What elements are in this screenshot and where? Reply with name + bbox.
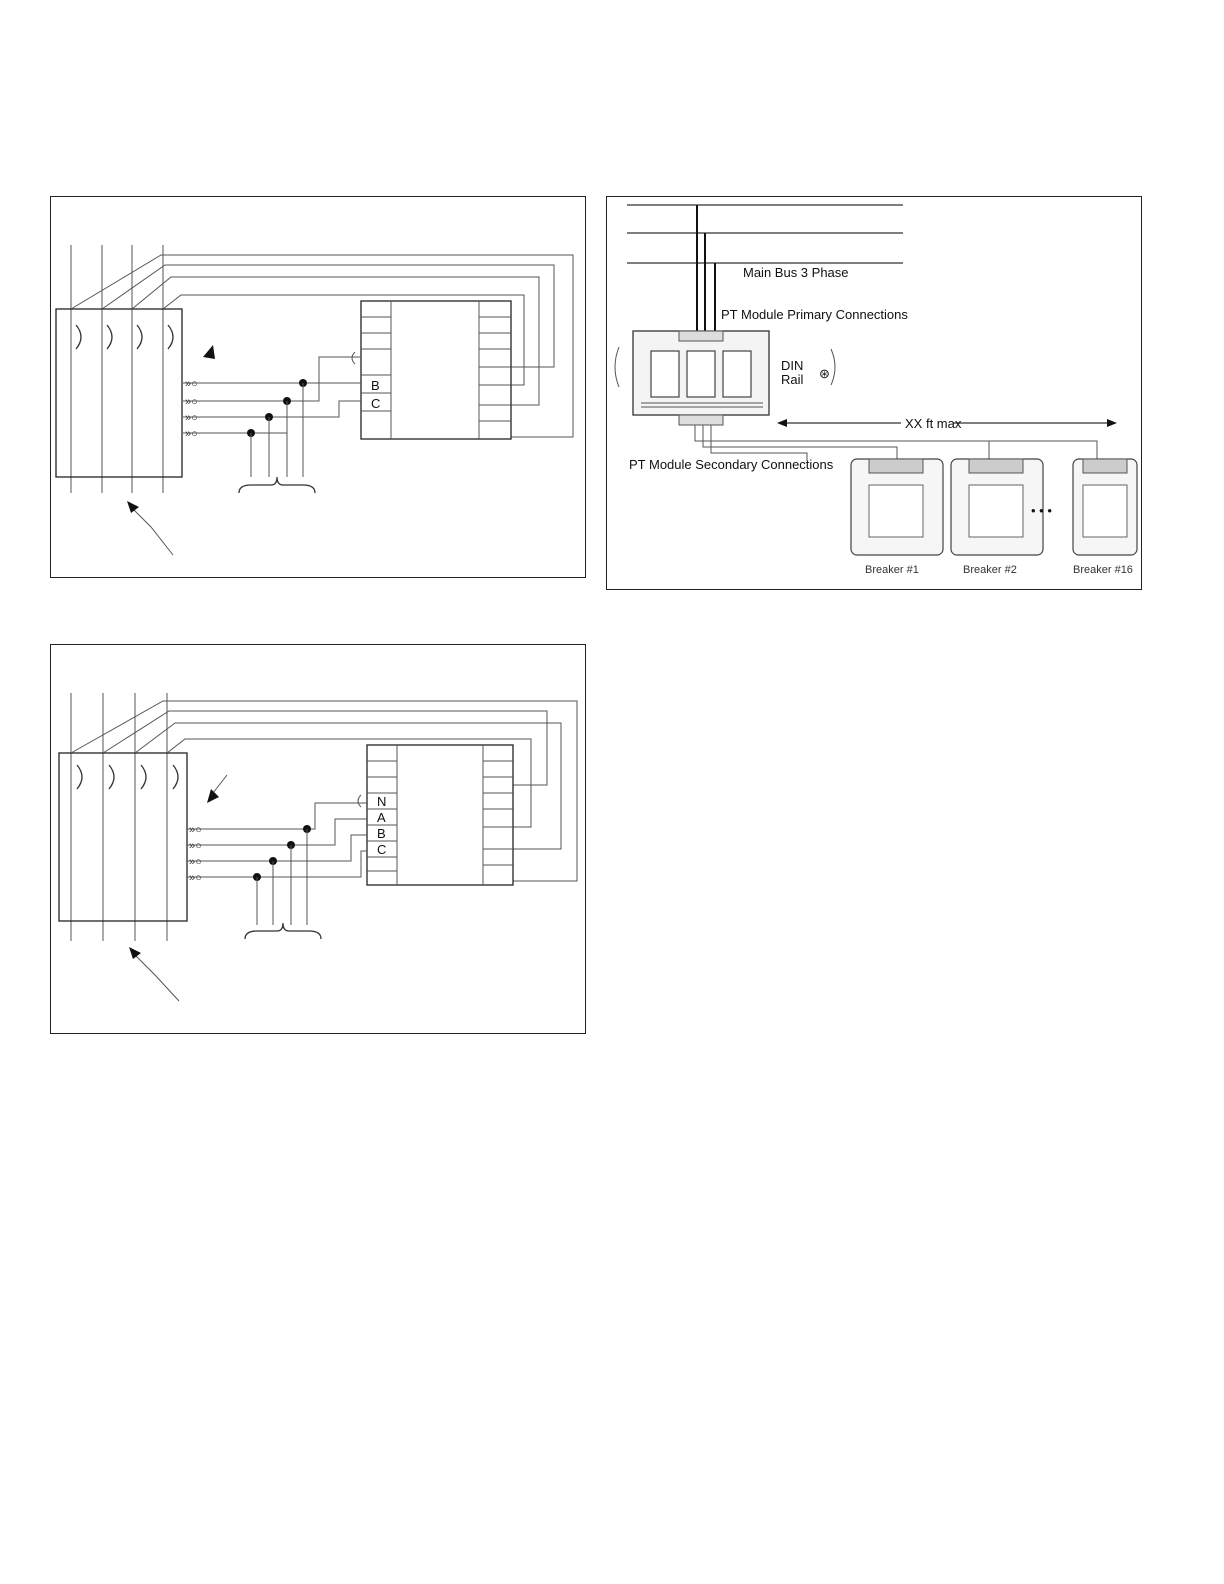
din-rail-label-line1: DIN xyxy=(781,358,804,373)
terminal-n-label: N xyxy=(377,794,387,809)
pt-module-drawing xyxy=(607,197,1143,591)
svg-text:»○: »○ xyxy=(189,840,202,852)
distance-label: XX ft max xyxy=(905,416,962,431)
svg-text:»○: »○ xyxy=(185,428,198,440)
terminal-c-label: C xyxy=(371,396,381,411)
breaker-1-label: Breaker #1 xyxy=(865,564,919,576)
svg-text:»○: »○ xyxy=(185,412,198,424)
breaker-2 xyxy=(951,459,1043,576)
secondary-connections-label: PT Module Secondary Connections xyxy=(629,457,834,472)
ct-leads xyxy=(71,255,573,437)
svg-text:»○: »○ xyxy=(189,824,202,836)
right-terminal-dividers xyxy=(483,761,513,865)
current-transformer-arcs xyxy=(76,325,173,349)
pointer-arrows xyxy=(127,345,215,555)
wiring-diagram-1-drawing xyxy=(51,197,587,579)
current-transformer-arcs xyxy=(77,765,178,789)
terminal-b-label: B xyxy=(377,826,386,841)
din-rail-label-line2: Rail xyxy=(781,372,804,387)
right-terminal-dividers xyxy=(479,317,511,421)
pt-module xyxy=(633,331,769,425)
wiring-diagram-2-drawing xyxy=(51,645,587,1035)
bus-lines xyxy=(71,245,163,493)
breaker-16-label: Breaker #16 xyxy=(1073,564,1133,576)
terminal-b-label: B xyxy=(371,378,380,393)
main-bus-label: Main Bus 3 Phase xyxy=(743,265,849,280)
terminal-a-label: A xyxy=(377,810,386,825)
meter-module xyxy=(361,301,511,439)
svg-text:»○: »○ xyxy=(189,856,202,868)
ct-leads xyxy=(71,701,577,881)
wiring-diagram-2 xyxy=(50,644,586,1034)
voltage-leads xyxy=(183,352,361,477)
wiring-diagram-1 xyxy=(50,196,586,578)
meter-module xyxy=(367,745,513,885)
breaker-2-label: Breaker #2 xyxy=(963,564,1017,576)
pointer-arrows xyxy=(129,775,227,1001)
grouping-brace xyxy=(245,923,321,939)
din-rail-icon: ⊛ xyxy=(819,366,830,381)
secondary-wiring xyxy=(695,425,1097,461)
svg-text:»○: »○ xyxy=(185,396,198,408)
svg-text:»○: »○ xyxy=(185,378,198,390)
grouping-brace xyxy=(239,477,315,493)
breaker-1 xyxy=(851,459,943,576)
breaker-16 xyxy=(1073,459,1137,576)
svg-text:»○: »○ xyxy=(189,872,202,884)
primary-connections-label: PT Module Primary Connections xyxy=(721,307,908,322)
breaker-box xyxy=(59,753,187,921)
breaker-ellipsis: • • • xyxy=(1031,503,1052,518)
voltage-leads xyxy=(187,795,367,925)
pt-module-diagram xyxy=(606,196,1142,590)
din-rail xyxy=(781,358,830,387)
bus-lines xyxy=(71,693,167,941)
distance-dimension xyxy=(777,416,1117,431)
terminal-c-label: C xyxy=(377,842,387,857)
